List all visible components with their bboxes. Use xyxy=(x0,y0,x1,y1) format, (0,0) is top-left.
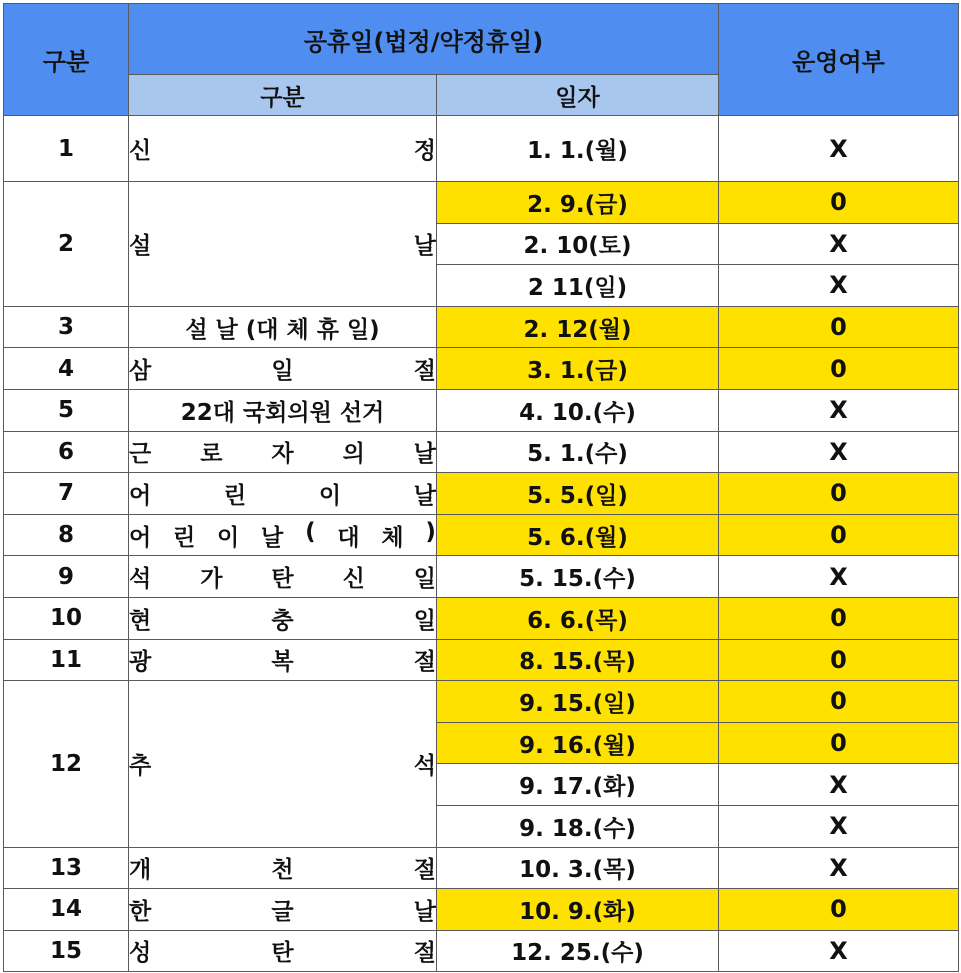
holiday-name-text: 어 린 이 날 ( 대 체 ) xyxy=(129,518,436,551)
row-number: 8 xyxy=(4,514,129,556)
holiday-name-text: 광 복 절 xyxy=(129,649,436,676)
sub-division-header: 구분 xyxy=(129,75,437,116)
operation-status: X xyxy=(719,930,959,972)
holiday-name-text: 삼 일 절 xyxy=(129,358,436,385)
holiday-date: 2 11(일) xyxy=(437,265,719,307)
holiday-name-text: 추 석 xyxy=(129,753,436,780)
holiday-date: 5. 6.(월) xyxy=(437,514,719,556)
holiday-date: 2. 9.(금) xyxy=(437,182,719,224)
holiday-name-text: 한 글 날 xyxy=(129,898,436,925)
row-number: 12 xyxy=(4,681,129,847)
operation-status: 0 xyxy=(719,639,959,681)
holiday-date: 9. 16.(월) xyxy=(437,722,719,764)
holiday-date: 8. 15.(목) xyxy=(437,639,719,681)
holiday-name xyxy=(129,348,437,390)
operation-status: 0 xyxy=(719,722,959,764)
holiday-name xyxy=(129,639,437,681)
holiday-date: 9. 17.(화) xyxy=(437,764,719,806)
holiday-name-text: 석 가 탄 신 일 xyxy=(129,566,436,593)
holiday-date: 4. 10.(수) xyxy=(437,389,719,431)
holiday-table-body xyxy=(4,116,959,972)
holiday-date: 3. 1.(금) xyxy=(437,348,719,390)
table-row xyxy=(4,930,959,972)
holiday-group-header: 공휴일(법정/약정휴일) xyxy=(129,4,719,75)
table-row xyxy=(4,681,959,723)
holiday-name xyxy=(129,556,437,598)
table-row xyxy=(4,889,959,931)
holiday-name-text: 설 날 xyxy=(129,233,436,260)
row-number: 7 xyxy=(4,473,129,515)
holiday-date: 5. 5.(일) xyxy=(437,473,719,515)
holiday-name-text: 22대 국회의원 선거 xyxy=(180,399,385,426)
operation-status: 0 xyxy=(719,597,959,639)
holiday-name xyxy=(129,597,437,639)
table-row xyxy=(4,473,959,515)
row-number: 13 xyxy=(4,847,129,889)
holiday-date: 5. 1.(수) xyxy=(437,431,719,473)
row-number: 6 xyxy=(4,431,129,473)
table-row xyxy=(4,847,959,889)
operation-status: 0 xyxy=(719,348,959,390)
row-number: 14 xyxy=(4,889,129,931)
operation-status: X xyxy=(719,764,959,806)
holiday-name xyxy=(129,182,437,307)
holiday-name xyxy=(129,473,437,515)
table-row xyxy=(4,597,959,639)
operation-status: 0 xyxy=(719,182,959,224)
holiday-table xyxy=(3,3,959,972)
holiday-name xyxy=(129,847,437,889)
holiday-name-text: 성 탄 절 xyxy=(129,940,436,967)
holiday-name-text: 현 충 일 xyxy=(129,607,436,634)
operation-status: X xyxy=(719,805,959,847)
row-number: 2 xyxy=(4,182,129,307)
holiday-date: 9. 18.(수) xyxy=(437,805,719,847)
division-header: 구분 xyxy=(4,4,129,116)
holiday-name xyxy=(129,514,437,556)
table-row xyxy=(4,306,959,348)
operation-header: 운영여부 xyxy=(719,4,959,116)
holiday-name-text: 개 천 절 xyxy=(129,857,436,884)
row-number: 4 xyxy=(4,348,129,390)
row-number: 15 xyxy=(4,930,129,972)
table-row xyxy=(4,514,959,556)
operation-status: 0 xyxy=(719,889,959,931)
date-header: 일자 xyxy=(437,75,719,116)
table-row xyxy=(4,639,959,681)
holiday-name-text: 어 린 이 날 xyxy=(129,482,436,509)
row-number: 10 xyxy=(4,597,129,639)
holiday-name xyxy=(129,116,437,182)
row-number: 1 xyxy=(4,116,129,182)
row-number: 3 xyxy=(4,306,129,348)
holiday-date: 2. 10(토) xyxy=(437,223,719,265)
row-number: 9 xyxy=(4,556,129,598)
holiday-date: 10. 3.(목) xyxy=(437,847,719,889)
holiday-date: 10. 9.(화) xyxy=(437,889,719,931)
table-row xyxy=(4,389,959,431)
holiday-name-text: 근 로 자 의 날 xyxy=(129,441,436,468)
holiday-date: 2. 12(월) xyxy=(437,306,719,348)
operation-status: 0 xyxy=(719,681,959,723)
holiday-date: 9. 15.(일) xyxy=(437,681,719,723)
operation-status: X xyxy=(719,847,959,889)
holiday-date: 6. 6.(목) xyxy=(437,597,719,639)
holiday-name xyxy=(129,930,437,972)
holiday-name xyxy=(129,306,437,348)
operation-status: X xyxy=(719,389,959,431)
holiday-name-text: 신 정 xyxy=(129,138,436,164)
table-row xyxy=(4,431,959,473)
operation-status: 0 xyxy=(719,306,959,348)
operation-status: X xyxy=(719,116,959,182)
holiday-name xyxy=(129,431,437,473)
operation-status: 0 xyxy=(719,473,959,515)
table-row xyxy=(4,348,959,390)
holiday-name-text: 설 날 (대 체 휴 일) xyxy=(185,316,380,343)
holiday-name xyxy=(129,681,437,847)
table-row xyxy=(4,556,959,598)
row-number: 5 xyxy=(4,389,129,431)
table-row xyxy=(4,116,959,182)
holiday-date: 1. 1.(월) xyxy=(437,116,719,182)
holiday-name xyxy=(129,889,437,931)
operation-status: X xyxy=(719,556,959,598)
operation-status: 0 xyxy=(719,514,959,556)
holiday-date: 12. 25.(수) xyxy=(437,930,719,972)
holiday-name xyxy=(129,389,437,431)
operation-status: X xyxy=(719,431,959,473)
operation-status: X xyxy=(719,223,959,265)
table-row xyxy=(4,182,959,224)
row-number: 11 xyxy=(4,639,129,681)
holiday-date: 5. 15.(수) xyxy=(437,556,719,598)
operation-status: X xyxy=(719,265,959,307)
